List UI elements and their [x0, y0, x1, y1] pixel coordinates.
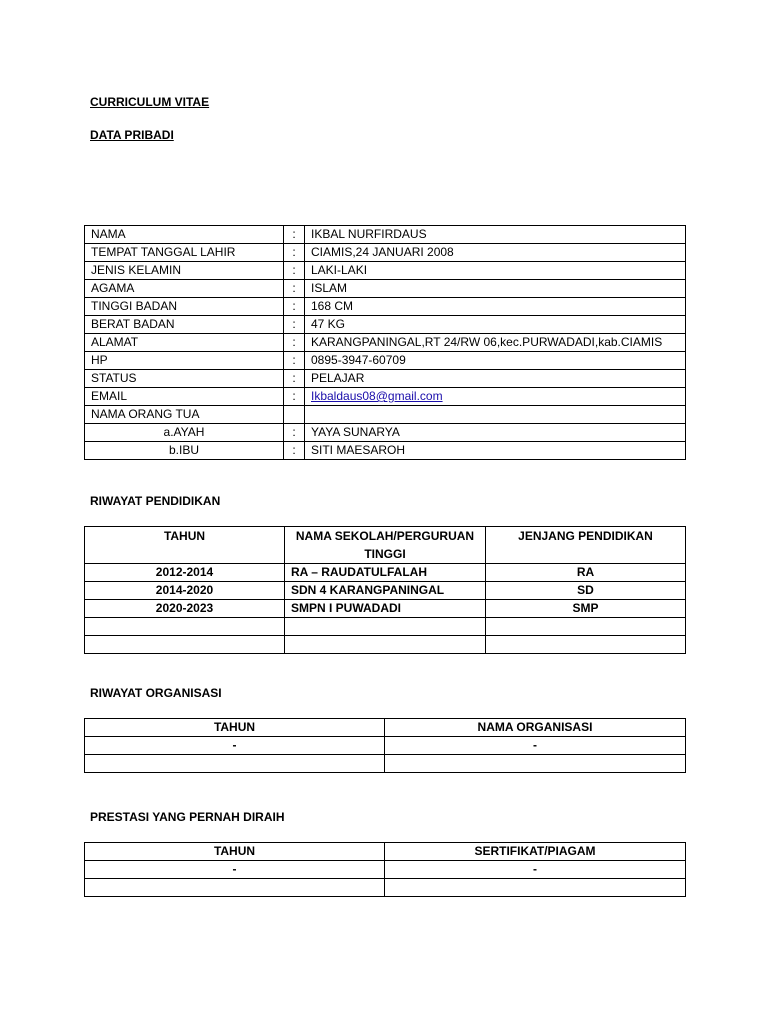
table-header-row — [85, 843, 686, 861]
label-address: ALAMAT — [85, 334, 284, 352]
table-row — [85, 861, 686, 879]
education-heading: RIWAYAT PENDIDIKAN — [90, 494, 221, 508]
table-cell: 2020-2023 — [85, 600, 285, 618]
column-header: SERTIFIKAT/PIAGAM — [385, 843, 686, 861]
colon: : — [284, 424, 305, 442]
column-header: TAHUN — [85, 527, 285, 564]
table-cell: - — [85, 861, 385, 879]
label-email: EMAIL — [85, 388, 284, 406]
column-header: JENJANG PENDIDIKAN — [486, 527, 686, 564]
value-phone: 0895-3947-60709 — [305, 352, 686, 370]
value-email-cell — [305, 388, 686, 406]
value-address: KARANGPANINGAL,RT 24/RW 06,kec.PURWADADI,kab.CIAMIS — [305, 334, 686, 352]
table-cell — [85, 636, 285, 654]
colon: : — [284, 442, 305, 460]
colon: : — [284, 316, 305, 334]
table-row — [85, 334, 686, 352]
colon: : — [284, 352, 305, 370]
table-row — [85, 316, 686, 334]
colon: : — [284, 280, 305, 298]
colon: : — [284, 298, 305, 316]
table-cell: SMPN I PUWADADI — [285, 600, 486, 618]
table-cell — [385, 879, 686, 897]
table-row — [85, 564, 686, 582]
colon: : — [284, 244, 305, 262]
table-cell: - — [385, 737, 686, 755]
label-father: a.AYAH — [85, 424, 284, 442]
table-cell — [486, 636, 686, 654]
organization-heading: RIWAYAT ORGANISASI — [90, 686, 222, 700]
table-row — [85, 244, 686, 262]
value-birth: CIAMIS,24 JANUARI 2008 — [305, 244, 686, 262]
value-gender: LAKI-LAKI — [305, 262, 686, 280]
colon: : — [284, 370, 305, 388]
empty-cell — [305, 406, 686, 424]
label-religion: AGAMA — [85, 280, 284, 298]
colon: : — [284, 334, 305, 352]
table-cell: 2012-2014 — [85, 564, 285, 582]
value-father: YAYA SUNARYA — [305, 424, 686, 442]
table-row — [85, 424, 686, 442]
table-cell — [85, 618, 285, 636]
personal-data-table — [84, 225, 686, 460]
value-religion: ISLAM — [305, 280, 686, 298]
table-row — [85, 226, 686, 244]
achievements-heading: PRESTASI YANG PERNAH DIRAIH — [90, 810, 285, 824]
colon: : — [284, 388, 305, 406]
label-weight: BERAT BADAN — [85, 316, 284, 334]
colon: : — [284, 226, 305, 244]
table-cell — [285, 618, 486, 636]
section-personal-heading: DATA PRIBADI — [90, 128, 174, 142]
table-cell: RA — [486, 564, 686, 582]
table-cell — [85, 755, 385, 773]
table-cell: 2014-2020 — [85, 582, 285, 600]
organization-table — [84, 718, 686, 773]
table-row — [85, 406, 686, 424]
table-cell: SD — [486, 582, 686, 600]
colon: : — [284, 262, 305, 280]
table-row — [85, 582, 686, 600]
table-row — [85, 370, 686, 388]
value-height: 168 CM — [305, 298, 686, 316]
table-row — [85, 280, 686, 298]
table-cell: RA – RAUDATULFALAH — [285, 564, 486, 582]
email-link[interactable]: Ikbaldaus08@gmail.com — [311, 389, 443, 403]
column-header: TAHUN — [85, 843, 385, 861]
column-header: NAMA ORGANISASI — [385, 719, 686, 737]
value-status: PELAJAR — [305, 370, 686, 388]
table-cell: - — [85, 737, 385, 755]
table-row — [85, 442, 686, 460]
value-nama: IKBAL NURFIRDAUS — [305, 226, 686, 244]
label-height: TINGGI BADAN — [85, 298, 284, 316]
label-parents: NAMA ORANG TUA — [85, 406, 284, 424]
label-nama: NAMA — [85, 226, 284, 244]
empty-cell — [284, 406, 305, 424]
table-row — [85, 388, 686, 406]
table-cell — [285, 636, 486, 654]
label-phone: HP — [85, 352, 284, 370]
table-header-row — [85, 527, 686, 564]
table-header-row — [85, 719, 686, 737]
table-row — [85, 737, 686, 755]
column-header: TAHUN — [85, 719, 385, 737]
table-cell — [385, 755, 686, 773]
table-row — [85, 298, 686, 316]
label-gender: JENIS KELAMIN — [85, 262, 284, 280]
achievements-table — [84, 842, 686, 897]
table-row — [85, 879, 686, 897]
education-table — [84, 526, 686, 654]
table-row — [85, 755, 686, 773]
table-row — [85, 262, 686, 280]
document-title: CURRICULUM VITAE — [90, 95, 210, 109]
table-cell: - — [385, 861, 686, 879]
table-row — [85, 600, 686, 618]
table-row — [85, 618, 686, 636]
table-row — [85, 636, 686, 654]
column-header: NAMA SEKOLAH/PERGURUAN TINGGI — [285, 527, 486, 564]
label-birth: TEMPAT TANGGAL LAHIR — [85, 244, 284, 262]
label-status: STATUS — [85, 370, 284, 388]
value-mother: SITI MAESAROH — [305, 442, 686, 460]
table-cell — [85, 879, 385, 897]
table-cell: SMP — [486, 600, 686, 618]
table-cell — [486, 618, 686, 636]
table-row — [85, 352, 686, 370]
label-mother: b.IBU — [85, 442, 284, 460]
value-weight: 47 KG — [305, 316, 686, 334]
table-cell: SDN 4 KARANGPANINGAL — [285, 582, 486, 600]
